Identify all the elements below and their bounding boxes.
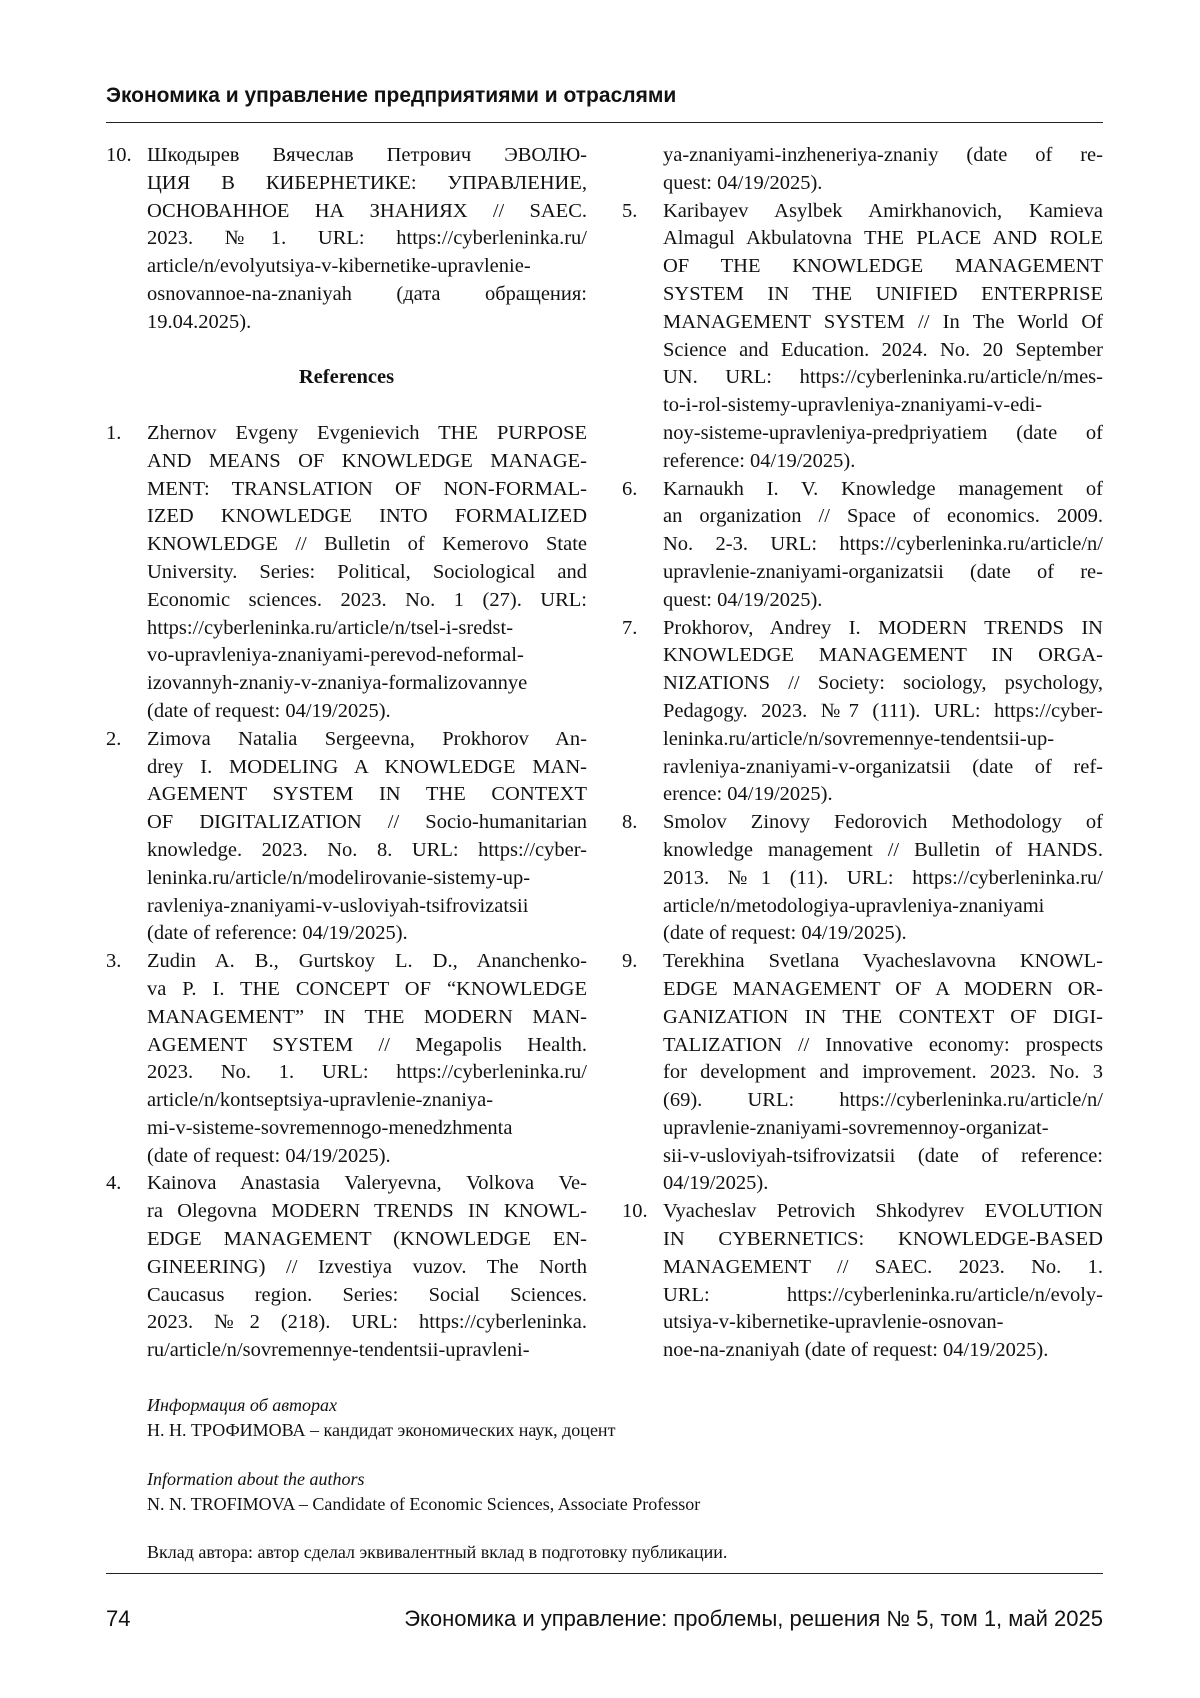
reference-line: 19.04.2025).: [147, 309, 587, 337]
reference-line: izovannyh-znaniy-v-znaniya-formalizovannye: [147, 670, 587, 698]
reference-line: GANIZATION IN THE CONTEXT OF DIGI-: [663, 1004, 1103, 1032]
reference-line: quest: 04/19/2025).: [663, 587, 1103, 615]
author-description-en: N. N. TROFIMOVA – Candidate of Economic Sciences, Associate Professor: [147, 1492, 700, 1517]
authors-info-ru: [147, 1393, 615, 1443]
reference-line: University. Series: Political, Sociological and: [147, 559, 587, 587]
left-column: [106, 142, 587, 1365]
reference-line: leninka.ru/article/n/sovremennye-tendentsii-up-: [663, 726, 1103, 754]
reference-line: 2023. №2 (218). URL: https://cyberleninka.: [147, 1309, 587, 1337]
reference-line: KNOWLEDGE MANAGEMENT IN ORGA-: [663, 642, 1103, 670]
reference-line: SYSTEM IN THE UNIFIED ENTERPRISE: [663, 281, 1103, 309]
reference-line: ЦИЯ В КИБЕРНЕТИКЕ: УПРАВЛЕНИЕ,: [147, 170, 587, 198]
reference-line: AND MEANS OF KNOWLEDGE MANAGE-: [147, 448, 587, 476]
reference-line: Smolov Zinovy Fedorovich Methodology of: [663, 809, 1103, 837]
reference-line: GINEERING) // Izvestiya vuzov. The North: [147, 1254, 587, 1282]
reference-line: MANAGEMENT SYSTEM // In The World Of: [663, 309, 1103, 337]
reference-number: 5.: [622, 198, 637, 226]
reference-entry: [622, 809, 1103, 948]
reference-line: Vyacheslav Petrovich Shkodyrev EVOLUTION: [663, 1198, 1103, 1226]
reference-line: (date of request: 04/19/2025).: [147, 698, 587, 726]
reference-line: NIZATIONS // Society: sociology, psychology,: [663, 670, 1103, 698]
reference-line: article/n/evolyutsiya-v-kibernetike-upravlenie-: [147, 253, 587, 281]
reference-number: 4.: [106, 1170, 121, 1198]
reference-entry: [106, 420, 587, 726]
reference-line: an organization // Space of economics. 2009.: [663, 503, 1103, 531]
reference-number: 1.: [106, 420, 121, 448]
reference-line: UN. URL: https://cyberleninka.ru/article/n/mes-: [663, 364, 1103, 392]
reference-number: 7.: [622, 615, 637, 643]
reference-line: (date of request: 04/19/2025).: [663, 920, 1103, 948]
reference-line: leninka.ru/article/n/modelirovanie-sistemy-up-: [147, 865, 587, 893]
reference-line: article/n/metodologiya-upravleniya-znaniyami: [663, 893, 1103, 921]
reference-entry: [106, 142, 587, 337]
reference-entry: [106, 1170, 587, 1365]
running-header: Экономика и управление предприятиями и отраслями: [106, 84, 676, 108]
reference-line: EDGE MANAGEMENT OF A MODERN OR-: [663, 976, 1103, 1004]
reference-number: 10.: [106, 142, 132, 170]
reference-line: TALIZATION // Innovative economy: prospects: [663, 1032, 1103, 1060]
reference-line: quest: 04/19/2025).: [663, 170, 1103, 198]
reference-line: Pedagogy. 2023. №7 (111). URL: https://cyber-: [663, 698, 1103, 726]
reference-number: 9.: [622, 948, 637, 976]
reference-line: ra Olegovna MODERN TRENDS IN KNOWL-: [147, 1198, 587, 1226]
reference-line: Zudin A. B., Gurtskoy L. D., Ananchenko-: [147, 948, 587, 976]
authors-info-en: [147, 1467, 700, 1517]
spacer: [106, 392, 587, 420]
reference-line: article/n/kontseptsiya-upravlenie-znaniya-: [147, 1087, 587, 1115]
footer-divider: [106, 1573, 1103, 1574]
reference-line: OF THE KNOWLEDGE MANAGEMENT: [663, 253, 1103, 281]
reference-line: Zimova Natalia Sergeevna, Prokhorov An-: [147, 726, 587, 754]
header-divider: [106, 122, 1103, 123]
reference-line: Almagul Akbulatovna THE PLACE AND ROLE: [663, 225, 1103, 253]
reference-number: 10.: [622, 1198, 648, 1226]
reference-line: OF DIGITALIZATION // Socio-humanitarian: [147, 809, 587, 837]
reference-line: drey I. MODELING A KNOWLEDGE MAN-: [147, 754, 587, 782]
reference-line: Karnaukh I. V. Knowledge management of: [663, 476, 1103, 504]
reference-line: Caucasus region. Series: Social Sciences.: [147, 1282, 587, 1310]
reference-line: knowledge management // Bulletin of HANDS.: [663, 837, 1103, 865]
reference-line: for development and improvement. 2023. No. 3: [663, 1059, 1103, 1087]
reference-line: ravleniya-znaniyami-v-organizatsii (date of ref-: [663, 754, 1103, 782]
reference-line: sii-v-usloviyah-tsifrovizatsii (date of reference:: [663, 1143, 1103, 1171]
reference-line: URL: https://cyberleninka.ru/article/n/evoly-: [663, 1282, 1103, 1310]
reference-line: (69). URL: https://cyberleninka.ru/article/n/: [663, 1087, 1103, 1115]
reference-line: vo-upravleniya-znaniyami-perevod-neformal-: [147, 642, 587, 670]
reference-line: 2023. No. 1. URL: https://cyberleninka.ru/: [147, 1059, 587, 1087]
reference-line: ravleniya-znaniyami-v-usloviyah-tsifrovizatsii: [147, 893, 587, 921]
reference-line: noe-na-znaniyah (date of request: 04/19/2025).: [663, 1337, 1103, 1365]
reference-line: (date of reference: 04/19/2025).: [147, 920, 587, 948]
spacer: [106, 337, 587, 365]
reference-line: osnovannoe-na-znaniyah (дата обращения:: [147, 281, 587, 309]
reference-line: knowledge. 2023. No. 8. URL: https://cyber-: [147, 837, 587, 865]
reference-line: No. 2-3. URL: https://cyberleninka.ru/article/n/: [663, 531, 1103, 559]
author-contribution: Вклад автора: автор сделал эквивалентный вклад в подготовку публикации.: [147, 1540, 727, 1565]
reference-line: EDGE MANAGEMENT (KNOWLEDGE EN-: [147, 1226, 587, 1254]
reference-entry: [622, 615, 1103, 810]
reference-line: mi-v-sisteme-sovremennogo-menedzhmenta: [147, 1115, 587, 1143]
reference-line: IN CYBERNETICS: KNOWLEDGE-BASED: [663, 1226, 1103, 1254]
reference-line: https://cyberleninka.ru/article/n/tsel-i-sredst-: [147, 615, 587, 643]
page-number: 74: [106, 1606, 130, 1632]
reference-line: AGEMENT SYSTEM // Megapolis Health.: [147, 1032, 587, 1060]
reference-number: 3.: [106, 948, 121, 976]
reference-line: MANAGEMENT // SAEC. 2023. No. 1.: [663, 1254, 1103, 1282]
journal-footer: Экономика и управление: проблемы, решения № 5, том 1, май 2025: [404, 1606, 1103, 1632]
reference-line: noy-sisteme-upravleniya-predpriyatiem (date of: [663, 420, 1103, 448]
reference-line: erence: 04/19/2025).: [663, 781, 1103, 809]
reference-line: ru/article/n/sovremennye-tendentsii-upravleni-: [147, 1337, 587, 1365]
reference-entry: [622, 948, 1103, 1198]
reference-entry: [106, 726, 587, 948]
reference-number: 6.: [622, 476, 637, 504]
reference-entry: [106, 948, 587, 1170]
reference-line: KNOWLEDGE // Bulletin of Kemerovo State: [147, 531, 587, 559]
reference-line: (date of request: 04/19/2025).: [147, 1143, 587, 1171]
authors-heading-ru: Информация об авторах: [147, 1393, 615, 1418]
reference-line: 2023. №1. URL: https://cyberleninka.ru/: [147, 225, 587, 253]
reference-entry: [622, 1198, 1103, 1365]
reference-line: MENT: TRANSLATION OF NON-FORMAL-: [147, 476, 587, 504]
reference-line: upravlenie-znaniyami-organizatsii (date of re-: [663, 559, 1103, 587]
reference-line: ОСНОВАННОЕ НА ЗНАНИЯХ // SAEC.: [147, 198, 587, 226]
reference-line: Science and Education. 2024. No. 20 September: [663, 337, 1103, 365]
authors-heading-en: Information about the authors: [147, 1467, 700, 1492]
reference-line: Шкодырев Вячеслав Петрович ЭВОЛЮ-: [147, 142, 587, 170]
reference-line: IZED KNOWLEDGE INTO FORMALIZED: [147, 503, 587, 531]
reference-line: upravlenie-znaniyami-sovremennoy-organizat-: [663, 1115, 1103, 1143]
reference-number: 8.: [622, 809, 637, 837]
reference-entry: [622, 142, 1103, 198]
reference-number: 2.: [106, 726, 121, 754]
reference-line: 04/19/2025).: [663, 1170, 1103, 1198]
reference-line: Kainova Anastasia Valeryevna, Volkova Ve-: [147, 1170, 587, 1198]
reference-entry: [622, 198, 1103, 476]
reference-line: reference: 04/19/2025).: [663, 448, 1103, 476]
reference-line: AGEMENT SYSTEM IN THE CONTEXT: [147, 781, 587, 809]
author-description-ru: Н. Н. ТРОФИМОВА – кандидат экономических наук, доцент: [147, 1418, 615, 1443]
reference-line: ya-znaniyami-inzheneriya-znaniy (date of re-: [663, 142, 1103, 170]
reference-line: Prokhorov, Andrey I. MODERN TRENDS IN: [663, 615, 1103, 643]
references-heading: References: [106, 364, 587, 392]
reference-line: Zhernov Evgeny Evgenievich THE PURPOSE: [147, 420, 587, 448]
reference-line: Karibayev Asylbek Amirkhanovich, Kamieva: [663, 198, 1103, 226]
reference-line: 2013. №1 (11). URL: https://cyberleninka.ru/: [663, 865, 1103, 893]
reference-line: utsiya-v-kibernetike-upravlenie-osnovan-: [663, 1309, 1103, 1337]
reference-line: Terekhina Svetlana Vyacheslavovna KNOWL-: [663, 948, 1103, 976]
reference-line: MANAGEMENT” IN THE MODERN MAN-: [147, 1004, 587, 1032]
reference-line: to-i-rol-sistemy-upravleniya-znaniyami-v-edi-: [663, 392, 1103, 420]
reference-line: va P. I. THE CONCEPT OF “KNOWLEDGE: [147, 976, 587, 1004]
reference-entry: [622, 476, 1103, 615]
right-column: [622, 142, 1103, 1365]
reference-line: Economic sciences. 2023. No. 1 (27). URL:: [147, 587, 587, 615]
